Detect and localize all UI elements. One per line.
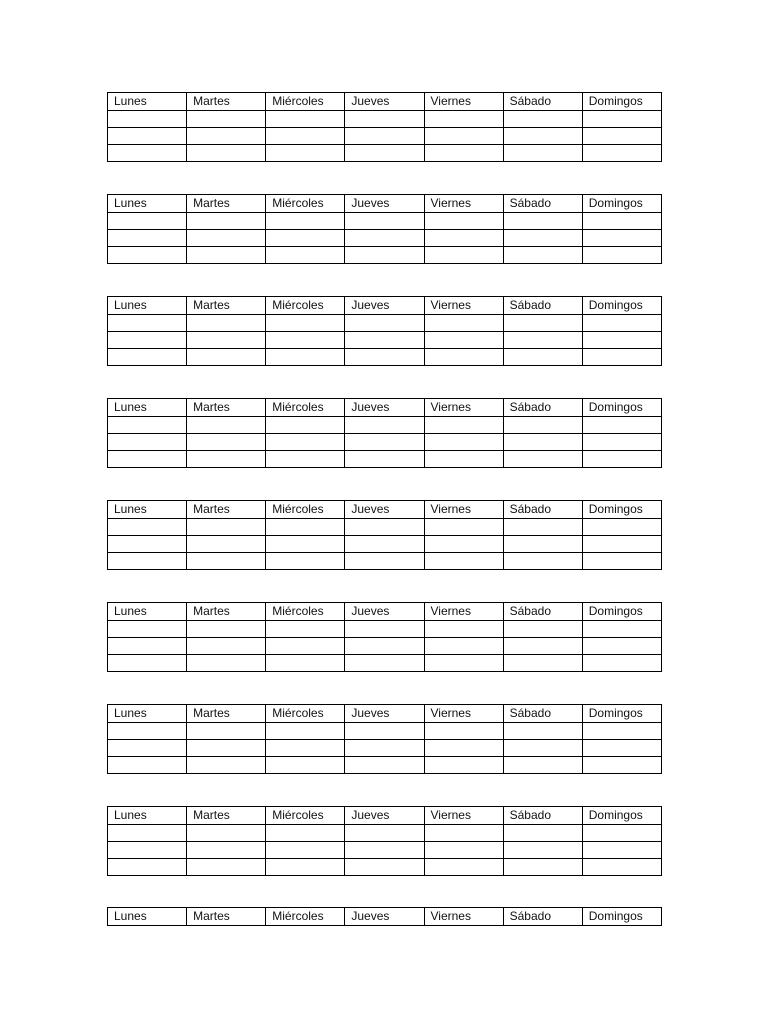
day-header: Miércoles: [266, 705, 345, 723]
blank-cell: [582, 349, 661, 366]
blank-row: [108, 434, 662, 451]
blank-cell: [582, 519, 661, 536]
day-header: Sábado: [503, 399, 582, 417]
blank-cell: [582, 332, 661, 349]
blank-cell: [108, 213, 187, 230]
blank-cell: [582, 638, 661, 655]
header-row: [108, 297, 662, 315]
blank-cell: [108, 825, 187, 842]
blank-row: [108, 247, 662, 264]
day-header: Martes: [187, 807, 266, 825]
day-header: Viernes: [424, 297, 503, 315]
blank-cell: [266, 740, 345, 757]
day-header: Domingos: [582, 705, 661, 723]
blank-cell: [424, 842, 503, 859]
blank-cell: [503, 417, 582, 434]
blank-cell: [582, 621, 661, 638]
blank-cell: [503, 315, 582, 332]
blank-cell: [582, 655, 661, 672]
blank-cell: [424, 638, 503, 655]
blank-cell: [424, 349, 503, 366]
blank-cell: [503, 655, 582, 672]
blank-cell: [582, 757, 661, 774]
blank-cell: [266, 417, 345, 434]
blank-cell: [345, 145, 424, 162]
day-header: Sábado: [503, 807, 582, 825]
blank-cell: [582, 723, 661, 740]
blank-cell: [582, 230, 661, 247]
blank-cell: [108, 332, 187, 349]
blank-cell: [266, 128, 345, 145]
day-header: Sábado: [503, 705, 582, 723]
blank-row: [108, 655, 662, 672]
day-header: Miércoles: [266, 399, 345, 417]
day-header: Martes: [187, 603, 266, 621]
blank-cell: [187, 349, 266, 366]
day-header: Jueves: [345, 297, 424, 315]
blank-cell: [266, 434, 345, 451]
blank-cell: [345, 655, 424, 672]
blank-row: [108, 553, 662, 570]
blank-cell: [424, 723, 503, 740]
blank-cell: [345, 128, 424, 145]
day-header: Lunes: [108, 603, 187, 621]
blank-cell: [345, 536, 424, 553]
day-header: Lunes: [108, 399, 187, 417]
blank-cell: [108, 519, 187, 536]
day-header: Miércoles: [266, 807, 345, 825]
schedule-table: [107, 92, 662, 162]
blank-cell: [266, 145, 345, 162]
blank-cell: [582, 451, 661, 468]
blank-cell: [187, 842, 266, 859]
blank-row: [108, 111, 662, 128]
blank-row: [108, 128, 662, 145]
blank-cell: [503, 842, 582, 859]
day-header: Lunes: [108, 93, 187, 111]
day-header: Viernes: [424, 399, 503, 417]
blank-cell: [503, 621, 582, 638]
blank-cell: [424, 128, 503, 145]
day-header: Domingos: [582, 603, 661, 621]
day-header: Jueves: [345, 501, 424, 519]
blank-cell: [582, 111, 661, 128]
schedule-table: [107, 907, 662, 926]
blank-cell: [424, 417, 503, 434]
blank-cell: [187, 757, 266, 774]
blank-cell: [582, 247, 661, 264]
schedule-table: [107, 602, 662, 672]
blank-cell: [424, 332, 503, 349]
blank-cell: [187, 723, 266, 740]
blank-cell: [582, 859, 661, 876]
day-header: Jueves: [345, 195, 424, 213]
blank-cell: [582, 434, 661, 451]
day-header: Miércoles: [266, 93, 345, 111]
blank-cell: [424, 213, 503, 230]
blank-cell: [503, 247, 582, 264]
day-header: Domingos: [582, 93, 661, 111]
blank-cell: [582, 536, 661, 553]
blank-cell: [503, 519, 582, 536]
blank-cell: [582, 213, 661, 230]
blank-cell: [345, 111, 424, 128]
blank-cell: [187, 332, 266, 349]
blank-row: [108, 213, 662, 230]
blank-cell: [345, 553, 424, 570]
day-header: Domingos: [582, 908, 661, 926]
day-header: Martes: [187, 93, 266, 111]
blank-cell: [187, 825, 266, 842]
schedule-table: [107, 296, 662, 366]
blank-cell: [345, 740, 424, 757]
day-header: Viernes: [424, 705, 503, 723]
blank-row: [108, 332, 662, 349]
day-header: Viernes: [424, 603, 503, 621]
blank-cell: [345, 825, 424, 842]
blank-cell: [424, 740, 503, 757]
blank-cell: [108, 553, 187, 570]
blank-cell: [187, 740, 266, 757]
blank-cell: [582, 842, 661, 859]
blank-cell: [187, 519, 266, 536]
blank-cell: [266, 757, 345, 774]
blank-cell: [345, 621, 424, 638]
blank-cell: [187, 315, 266, 332]
day-header: Jueves: [345, 399, 424, 417]
blank-cell: [266, 859, 345, 876]
day-header: Martes: [187, 195, 266, 213]
blank-cell: [582, 128, 661, 145]
blank-cell: [266, 451, 345, 468]
blank-row: [108, 825, 662, 842]
blank-cell: [424, 859, 503, 876]
day-header: Lunes: [108, 908, 187, 926]
blank-cell: [503, 349, 582, 366]
blank-cell: [266, 111, 345, 128]
blank-cell: [503, 536, 582, 553]
blank-cell: [187, 638, 266, 655]
day-header: Viernes: [424, 908, 503, 926]
blank-cell: [345, 332, 424, 349]
header-row: [108, 603, 662, 621]
blank-cell: [582, 740, 661, 757]
day-header: Viernes: [424, 501, 503, 519]
blank-row: [108, 417, 662, 434]
blank-cell: [345, 638, 424, 655]
blank-cell: [108, 434, 187, 451]
blank-cell: [424, 825, 503, 842]
day-header: Lunes: [108, 297, 187, 315]
blank-cell: [503, 859, 582, 876]
header-row: [108, 908, 662, 926]
blank-cell: [266, 519, 345, 536]
day-header: Miércoles: [266, 195, 345, 213]
day-header: Sábado: [503, 195, 582, 213]
blank-cell: [108, 842, 187, 859]
day-header: Sábado: [503, 501, 582, 519]
blank-cell: [424, 111, 503, 128]
blank-cell: [108, 655, 187, 672]
blank-row: [108, 638, 662, 655]
blank-cell: [503, 128, 582, 145]
blank-cell: [108, 723, 187, 740]
schedule-table: [107, 704, 662, 774]
day-header: Miércoles: [266, 603, 345, 621]
schedule-table: [107, 806, 662, 876]
blank-cell: [187, 536, 266, 553]
blank-cell: [503, 111, 582, 128]
blank-cell: [582, 553, 661, 570]
blank-cell: [187, 434, 266, 451]
blank-cell: [424, 451, 503, 468]
blank-cell: [424, 553, 503, 570]
blank-cell: [503, 740, 582, 757]
blank-row: [108, 315, 662, 332]
blank-row: [108, 349, 662, 366]
day-header: Viernes: [424, 195, 503, 213]
blank-cell: [108, 859, 187, 876]
day-header: Martes: [187, 501, 266, 519]
blank-cell: [108, 621, 187, 638]
blank-row: [108, 757, 662, 774]
blank-cell: [266, 536, 345, 553]
blank-cell: [503, 638, 582, 655]
blank-cell: [266, 349, 345, 366]
blank-cell: [345, 247, 424, 264]
day-header: Martes: [187, 705, 266, 723]
blank-cell: [266, 842, 345, 859]
blank-cell: [503, 213, 582, 230]
blank-cell: [503, 757, 582, 774]
day-header: Domingos: [582, 399, 661, 417]
header-row: [108, 705, 662, 723]
day-header: Viernes: [424, 807, 503, 825]
blank-cell: [424, 757, 503, 774]
blank-cell: [187, 128, 266, 145]
blank-cell: [345, 213, 424, 230]
blank-cell: [187, 213, 266, 230]
day-header: Sábado: [503, 603, 582, 621]
blank-cell: [266, 825, 345, 842]
blank-row: [108, 859, 662, 876]
header-row: [108, 195, 662, 213]
day-header: Lunes: [108, 807, 187, 825]
day-header: Sábado: [503, 297, 582, 315]
blank-cell: [582, 315, 661, 332]
blank-cell: [424, 621, 503, 638]
day-header: Martes: [187, 399, 266, 417]
blank-cell: [108, 111, 187, 128]
day-header: Martes: [187, 297, 266, 315]
blank-cell: [108, 451, 187, 468]
blank-cell: [187, 621, 266, 638]
blank-cell: [187, 553, 266, 570]
blank-cell: [187, 417, 266, 434]
blank-row: [108, 145, 662, 162]
day-header: Jueves: [345, 705, 424, 723]
day-header: Lunes: [108, 195, 187, 213]
blank-cell: [187, 145, 266, 162]
blank-cell: [424, 145, 503, 162]
blank-cell: [424, 247, 503, 264]
blank-cell: [582, 417, 661, 434]
day-header: Jueves: [345, 603, 424, 621]
blank-cell: [503, 145, 582, 162]
blank-cell: [108, 247, 187, 264]
day-header: Sábado: [503, 93, 582, 111]
blank-cell: [187, 655, 266, 672]
blank-row: [108, 740, 662, 757]
day-header: Domingos: [582, 501, 661, 519]
blank-cell: [108, 145, 187, 162]
blank-cell: [187, 230, 266, 247]
blank-cell: [424, 655, 503, 672]
blank-cell: [266, 315, 345, 332]
blank-row: [108, 723, 662, 740]
blank-cell: [108, 349, 187, 366]
blank-cell: [345, 315, 424, 332]
blank-cell: [503, 451, 582, 468]
blank-cell: [108, 757, 187, 774]
blank-cell: [266, 332, 345, 349]
blank-cell: [582, 825, 661, 842]
blank-cell: [424, 315, 503, 332]
day-header: Domingos: [582, 195, 661, 213]
day-header: Sábado: [503, 908, 582, 926]
blank-cell: [503, 230, 582, 247]
blank-cell: [108, 536, 187, 553]
blank-cell: [108, 417, 187, 434]
blank-cell: [108, 740, 187, 757]
header-row: [108, 807, 662, 825]
blank-cell: [108, 230, 187, 247]
blank-cell: [345, 451, 424, 468]
blank-cell: [503, 553, 582, 570]
day-header: Miércoles: [266, 297, 345, 315]
header-row: [108, 399, 662, 417]
blank-cell: [108, 128, 187, 145]
blank-cell: [424, 519, 503, 536]
blank-cell: [424, 536, 503, 553]
day-header: Domingos: [582, 807, 661, 825]
day-header: Lunes: [108, 705, 187, 723]
blank-cell: [345, 842, 424, 859]
schedule-table: [107, 500, 662, 570]
day-header: Miércoles: [266, 908, 345, 926]
blank-cell: [266, 213, 345, 230]
blank-cell: [108, 315, 187, 332]
schedule-table: [107, 398, 662, 468]
blank-cell: [345, 723, 424, 740]
blank-cell: [345, 519, 424, 536]
blank-row: [108, 842, 662, 859]
blank-cell: [266, 247, 345, 264]
blank-row: [108, 536, 662, 553]
blank-cell: [187, 247, 266, 264]
day-header: Jueves: [345, 908, 424, 926]
blank-row: [108, 230, 662, 247]
blank-cell: [187, 451, 266, 468]
blank-cell: [345, 417, 424, 434]
blank-cell: [266, 723, 345, 740]
day-header: Martes: [187, 908, 266, 926]
day-header: Lunes: [108, 501, 187, 519]
blank-cell: [345, 434, 424, 451]
blank-cell: [503, 723, 582, 740]
blank-cell: [108, 638, 187, 655]
blank-cell: [266, 655, 345, 672]
blank-cell: [187, 859, 266, 876]
blank-cell: [266, 621, 345, 638]
blank-row: [108, 451, 662, 468]
blank-cell: [345, 859, 424, 876]
blank-cell: [503, 825, 582, 842]
blank-cell: [345, 757, 424, 774]
blank-row: [108, 519, 662, 536]
schedule-table: [107, 194, 662, 264]
day-header: Jueves: [345, 807, 424, 825]
day-header: Miércoles: [266, 501, 345, 519]
blank-cell: [345, 349, 424, 366]
blank-cell: [266, 638, 345, 655]
day-header: Jueves: [345, 93, 424, 111]
blank-cell: [266, 553, 345, 570]
blank-cell: [503, 332, 582, 349]
blank-cell: [345, 230, 424, 247]
blank-cell: [503, 434, 582, 451]
day-header: Viernes: [424, 93, 503, 111]
blank-cell: [424, 230, 503, 247]
header-row: [108, 93, 662, 111]
blank-row: [108, 621, 662, 638]
blank-cell: [187, 111, 266, 128]
blank-cell: [424, 434, 503, 451]
blank-cell: [582, 145, 661, 162]
header-row: [108, 501, 662, 519]
day-header: Domingos: [582, 297, 661, 315]
blank-cell: [266, 230, 345, 247]
